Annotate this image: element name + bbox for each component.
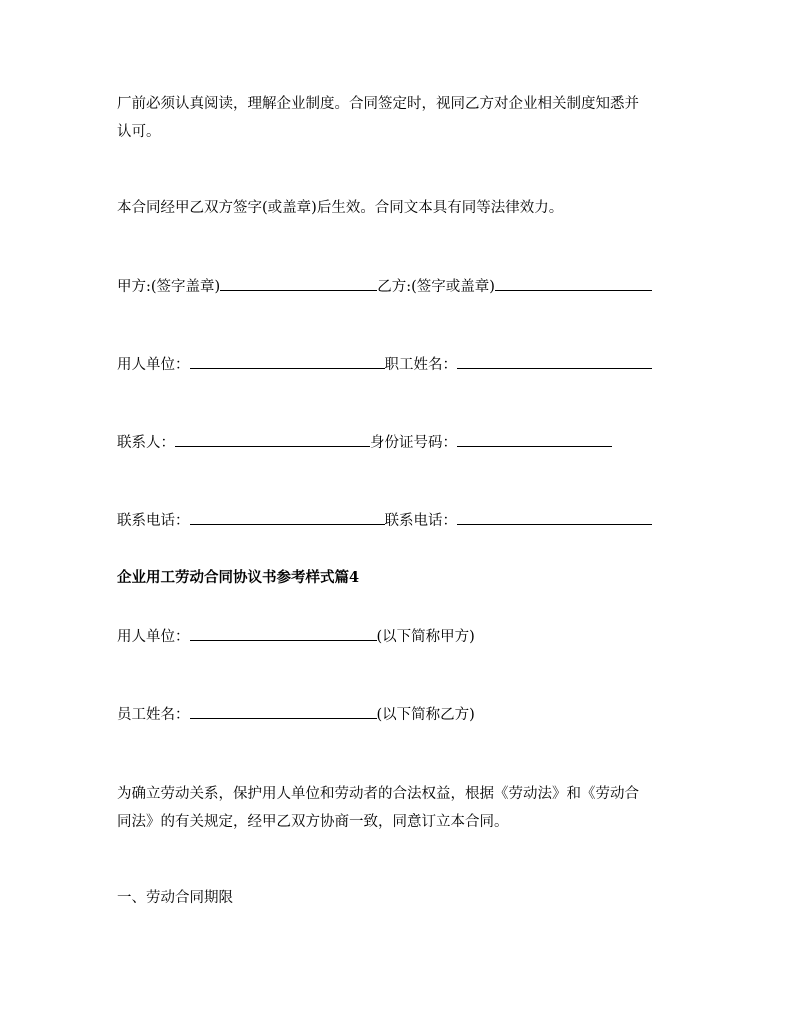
phone-a-blank[interactable]: [190, 510, 385, 525]
signature-row-names: [117, 354, 652, 375]
intro-line: 同法》的有关规定，经甲乙双方协商一致，同意订立本合同。: [117, 814, 509, 830]
signature-row-contact: [117, 432, 612, 453]
employee-suffix: (以下简称乙方): [376, 707, 475, 723]
phone-label-b: 联系电话：: [384, 513, 457, 529]
contact-blank[interactable]: [175, 432, 370, 447]
phone-label-a: 联系电话：: [117, 513, 190, 529]
party-b-signature-blank[interactable]: [495, 276, 652, 291]
intro-line: 为确立劳动关系，保护用人单位和劳动者的合法权益，根据《劳动法》和《劳动合: [117, 786, 639, 802]
party-a-signature-blank[interactable]: [220, 276, 377, 291]
employee-blank[interactable]: [190, 704, 377, 719]
employer-blank[interactable]: [190, 354, 385, 369]
employee-name-label: 职工姓名：: [384, 357, 457, 373]
section-heading: 企业用工劳动合同协议书参考样式篇4: [117, 569, 360, 586]
employee-name-blank[interactable]: [457, 354, 652, 369]
signature-row-phone: [117, 510, 652, 531]
employee-row: [117, 704, 475, 725]
employer-label: 用人单位：: [117, 629, 190, 645]
id-number-label: 身份证号码：: [370, 435, 457, 451]
employee-label: 员工姓名：: [117, 707, 190, 723]
paragraph-effectiveness: 本合同经甲乙双方签字(或盖章)后生效。合同文本具有同等法律效力。: [117, 200, 564, 216]
party-a-label: 甲方:(签字盖章): [117, 279, 221, 295]
employer-row: [117, 626, 475, 647]
id-number-blank[interactable]: [457, 432, 612, 447]
contact-label: 联系人：: [117, 435, 175, 451]
clause-title: 一、劳动合同期限: [117, 890, 233, 906]
signature-row-parties: [117, 276, 652, 297]
paragraph-line: 认可。: [117, 124, 161, 140]
employer-blank[interactable]: [190, 626, 377, 641]
paragraph-line: 厂前必须认真阅读，理解企业制度。合同签定时，视同乙方对企业相关制度知悉并: [117, 96, 639, 112]
employer-suffix: (以下简称甲方): [376, 629, 475, 645]
party-b-label: 乙方:(签字或盖章): [377, 279, 495, 295]
phone-b-blank[interactable]: [457, 510, 652, 525]
employer-label: 用人单位：: [117, 357, 190, 373]
